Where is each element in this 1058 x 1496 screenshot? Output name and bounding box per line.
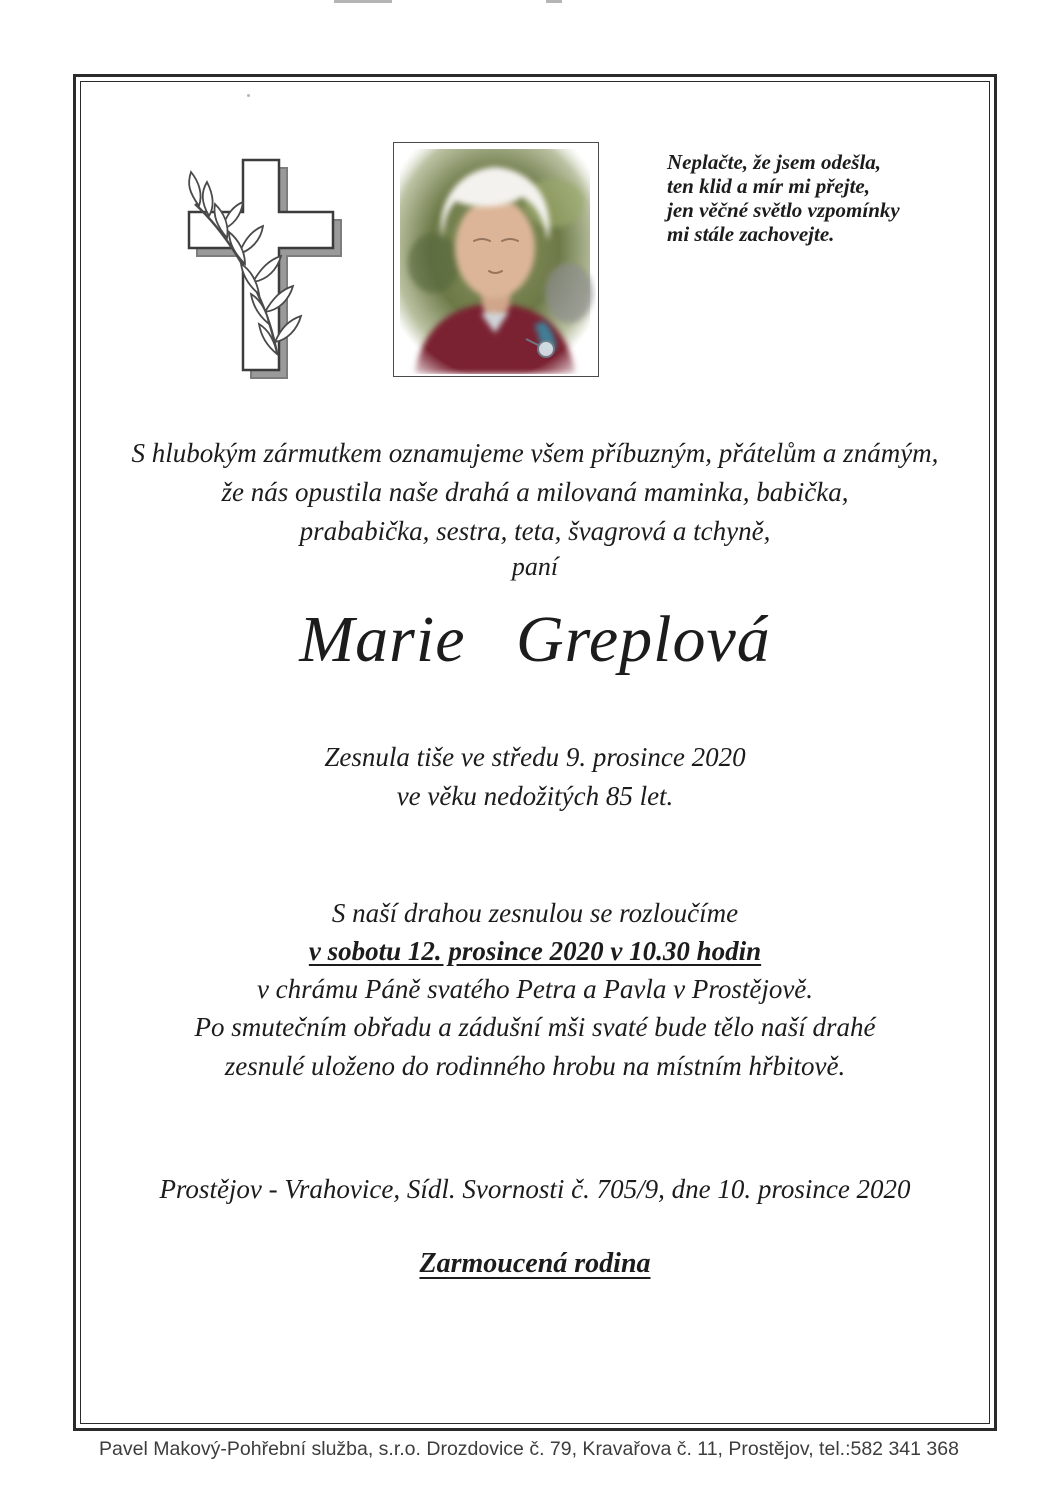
farewell-intro: S naší drahou zesnulou se rozloučíme xyxy=(331,898,739,928)
farewell-info xyxy=(73,894,997,1008)
death-info-line: ve věku nedožitých 85 let. xyxy=(396,781,674,811)
funeral-service-footer: Pavel Makový-Pohřební služba, s.r.o. Drozdovice č. 79, Kravařova č. 11, Prostějov, tel.:582 341 368 xyxy=(99,1438,959,1460)
announcement-line: prababička, sestra, teta, švagrová a tchyně, xyxy=(299,516,771,546)
announcement-line: že nás opustila naše drahá a milovaná maminka, babička, xyxy=(221,477,849,507)
family-signature: Zarmoucená rodina xyxy=(419,1248,651,1279)
scan-artifact xyxy=(334,0,392,3)
scan-artifact xyxy=(546,0,562,3)
cross-icon xyxy=(165,142,345,382)
deceased-name: Marie Greplová xyxy=(299,603,771,676)
poem-line: Neplačte, že jsem odešla, xyxy=(667,150,882,174)
dateline: Prostějov - Vrahovice, Sídl. Svornosti č. 705/9, dne 10. prosince 2020 xyxy=(159,1174,911,1204)
poem-line: jen věčné světlo vzpomínky xyxy=(667,198,900,222)
announcement-text xyxy=(73,434,997,551)
farewell-datetime: v sobotu 12. prosince 2020 v 10.30 hodin xyxy=(308,936,762,966)
scan-artifact xyxy=(247,94,250,97)
burial-line: zesnulé uloženo do rodinného hrobu na místním hřbitově. xyxy=(224,1051,846,1081)
salutation: paní xyxy=(511,552,559,581)
burial-info xyxy=(73,1008,997,1086)
burial-line: Po smutečním obřadu a zádušní mši svaté bude tělo naší drahé xyxy=(194,1012,876,1042)
farewell-location: v chrámu Páně svatého Petra a Pavla v Prostějově. xyxy=(256,974,814,1004)
poem-line: ten klid a mír mi přejte, xyxy=(667,174,870,198)
portrait-photo xyxy=(393,142,599,377)
death-info-line: Zesnula tiše ve středu 9. prosince 2020 xyxy=(324,742,746,772)
death-info xyxy=(73,738,997,816)
announcement-line: S hlubokým zármutkem oznamujeme všem příbuzným, přátelům a známým, xyxy=(131,438,939,468)
poem-line: mi stále zachovejte. xyxy=(667,222,835,246)
memorial-poem xyxy=(667,150,937,246)
